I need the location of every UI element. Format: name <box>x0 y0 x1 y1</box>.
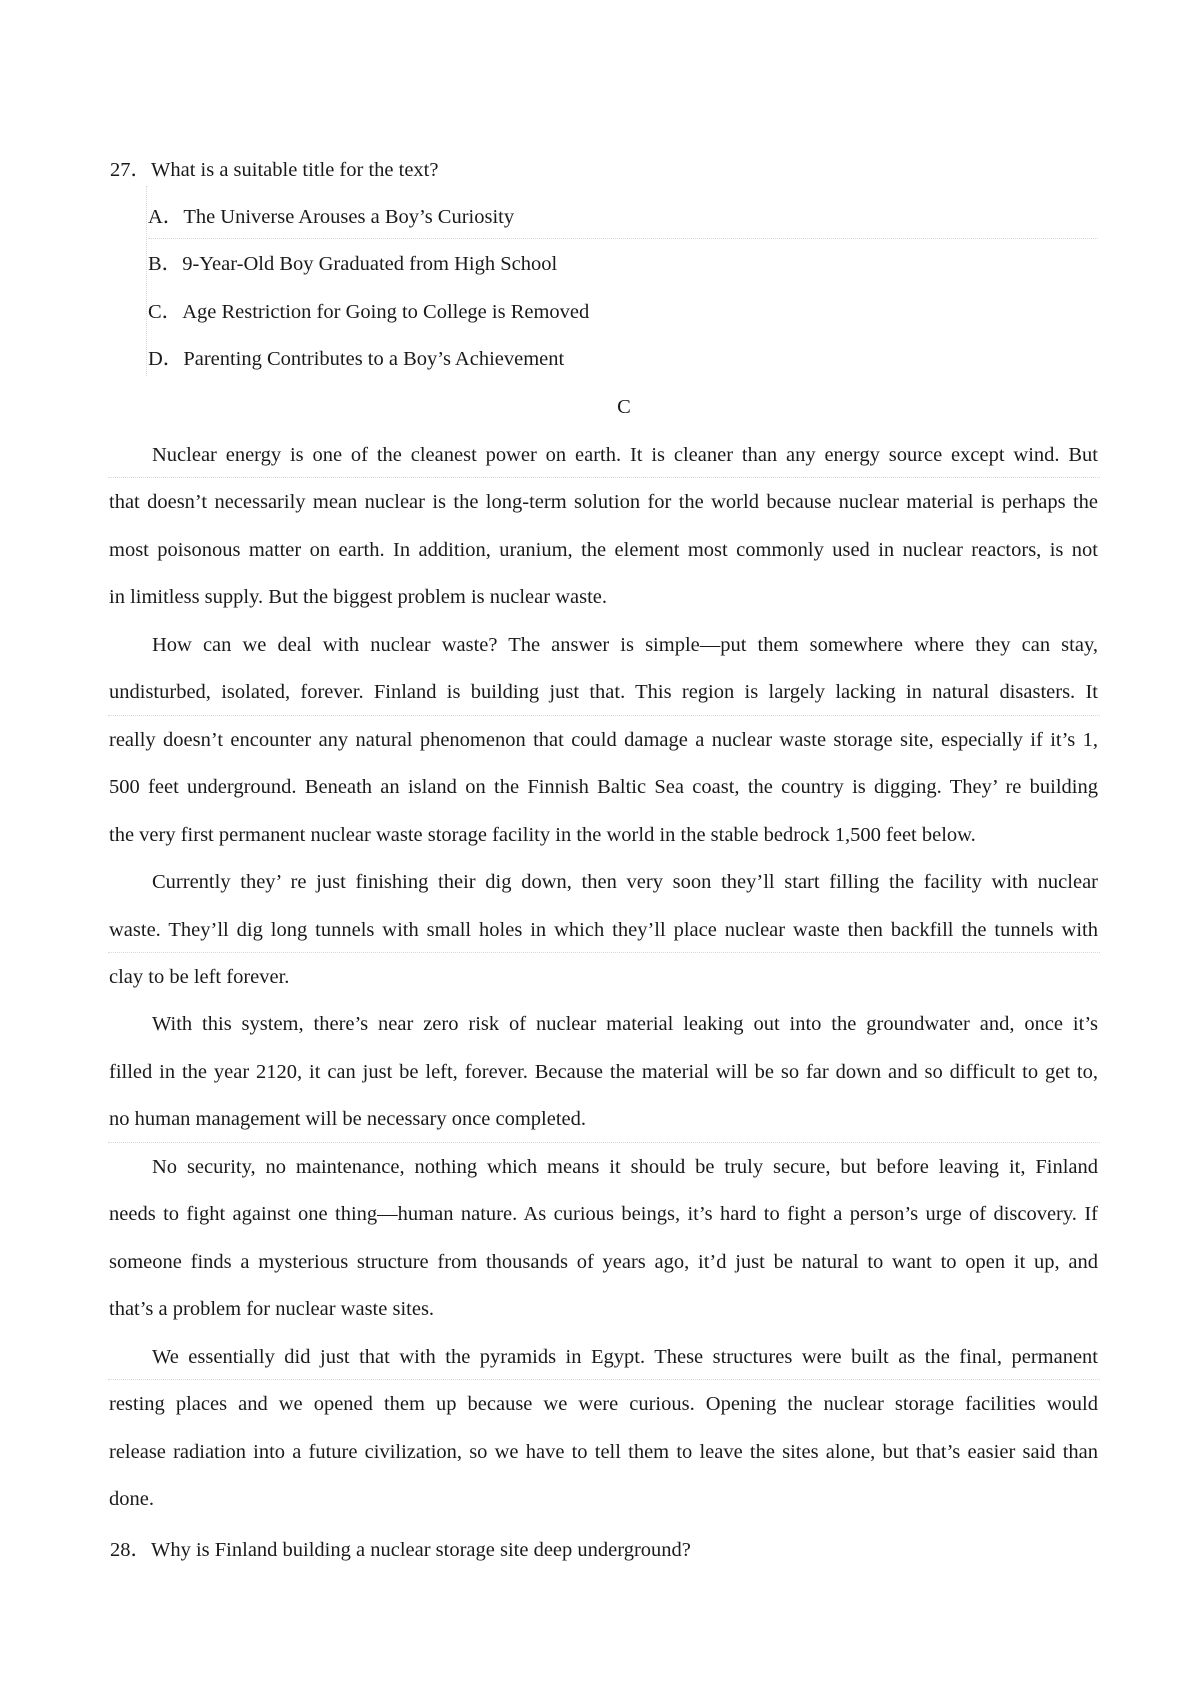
option-d <box>148 345 564 373</box>
divider <box>108 1142 1100 1143</box>
option-letter: B． <box>148 253 183 275</box>
question-27 <box>110 156 438 184</box>
passage-line: Nuclear energy is one of the cleanest power on earth. It is cleaner than any energy source except wind. But <box>152 444 1098 466</box>
passage-line: Currently they’ re just finishing their dig down, then very soon they’ll start filling the facility with nuclear <box>152 871 1098 893</box>
passage-line: resting places and we opened them up because we were curious. Opening the nuclear storage facilities would <box>109 1393 1098 1415</box>
question-text: Why is Finland building a nuclear storage site deep underground? <box>151 1539 691 1561</box>
option-c <box>148 298 589 326</box>
passage-line: We essentially did just that with the pyramids in Egypt. These structures were built as the final, permanent <box>152 1345 1098 1368</box>
passage-line: done. <box>109 1487 154 1510</box>
passage-line: someone finds a mysterious structure from thousands of years ago, it’d just be natural to want to open it up, and <box>109 1250 1098 1273</box>
option-letter: D． <box>148 348 184 370</box>
option-guide <box>146 186 147 376</box>
passage-line: 500 feet underground. Beneath an island on the Finnish Baltic Sea coast, the country is digging. They’ re building <box>109 776 1098 799</box>
passage-line: No security, no maintenance, nothing which means it should be truly secure, but before leaving it, Finland <box>152 1155 1098 1178</box>
passage-line: filled in the year 2120, it can just be left, forever. Because the material will be so far down and so difficult to get to, <box>109 1060 1098 1083</box>
passage-line: clay to be left forever. <box>109 966 290 988</box>
passage-line: With this system, there’s near zero risk of nuclear material leaking out into the groundwater and, once it’s <box>152 1013 1098 1036</box>
passage-line: the very first permanent nuclear waste storage facility in the world in the stable bedrock 1,500 feet below. <box>109 823 976 846</box>
divider <box>108 477 1100 478</box>
passage-line: undisturbed, isolated, forever. Finland is building just that. This region is largely lacking in natural disasters. It <box>109 681 1098 704</box>
passage-line: that doesn’t necessarily mean nuclear is the long-term solution for the world because nuclear material is perhaps the <box>109 491 1098 514</box>
question-number: 28． <box>110 1539 151 1561</box>
passage-line: needs to fight against one thing—human nature. As curious beings, it’s hard to fight a person’s urge of discovery. If <box>109 1203 1098 1226</box>
passage-line: How can we deal with nuclear waste? The answer is simple—put them somewhere where they can stay, <box>152 633 1098 656</box>
question-text: What is a suitable title for the text? <box>151 159 439 181</box>
passage-line: most poisonous matter on earth. In addition, uranium, the element most commonly used in nuclear reactors, is not <box>109 538 1098 561</box>
question-28 <box>110 1536 691 1564</box>
divider <box>108 1379 1100 1380</box>
option-letter: A． <box>148 206 184 228</box>
divider <box>148 238 1098 239</box>
passage-line: release radiation into a future civilization, so we have to tell them to leave the sites alone, but that’s easier said than <box>109 1440 1098 1463</box>
option-letter: C． <box>148 301 183 323</box>
option-a <box>148 203 514 231</box>
option-text: The Universe Arouses a Boy’s Curiosity <box>183 206 515 228</box>
divider <box>108 952 1100 953</box>
option-text: Parenting Contributes to a Boy’s Achievement <box>183 348 565 370</box>
option-text: 9-Year-Old Boy Graduated from High School <box>182 253 558 275</box>
option-b <box>148 250 557 278</box>
passage-line: really doesn’t encounter any natural phenomenon that could damage a nuclear waste storage site, especially if it’s 1, <box>109 728 1098 751</box>
passage-line: no human management will be necessary once completed. <box>109 1108 587 1131</box>
passage-line: that’s a problem for nuclear waste sites. <box>109 1298 435 1321</box>
option-text: Age Restriction for Going to College is Removed <box>182 301 590 323</box>
divider <box>108 715 1100 716</box>
section-label: C <box>617 396 631 418</box>
passage-line: waste. They’ll dig long tunnels with small holes in which they’ll place nuclear waste then backfill the tunnels with <box>109 918 1098 941</box>
passage-line: in limitless supply. But the biggest problem is nuclear waste. <box>109 586 608 609</box>
question-number: 27． <box>110 159 151 181</box>
